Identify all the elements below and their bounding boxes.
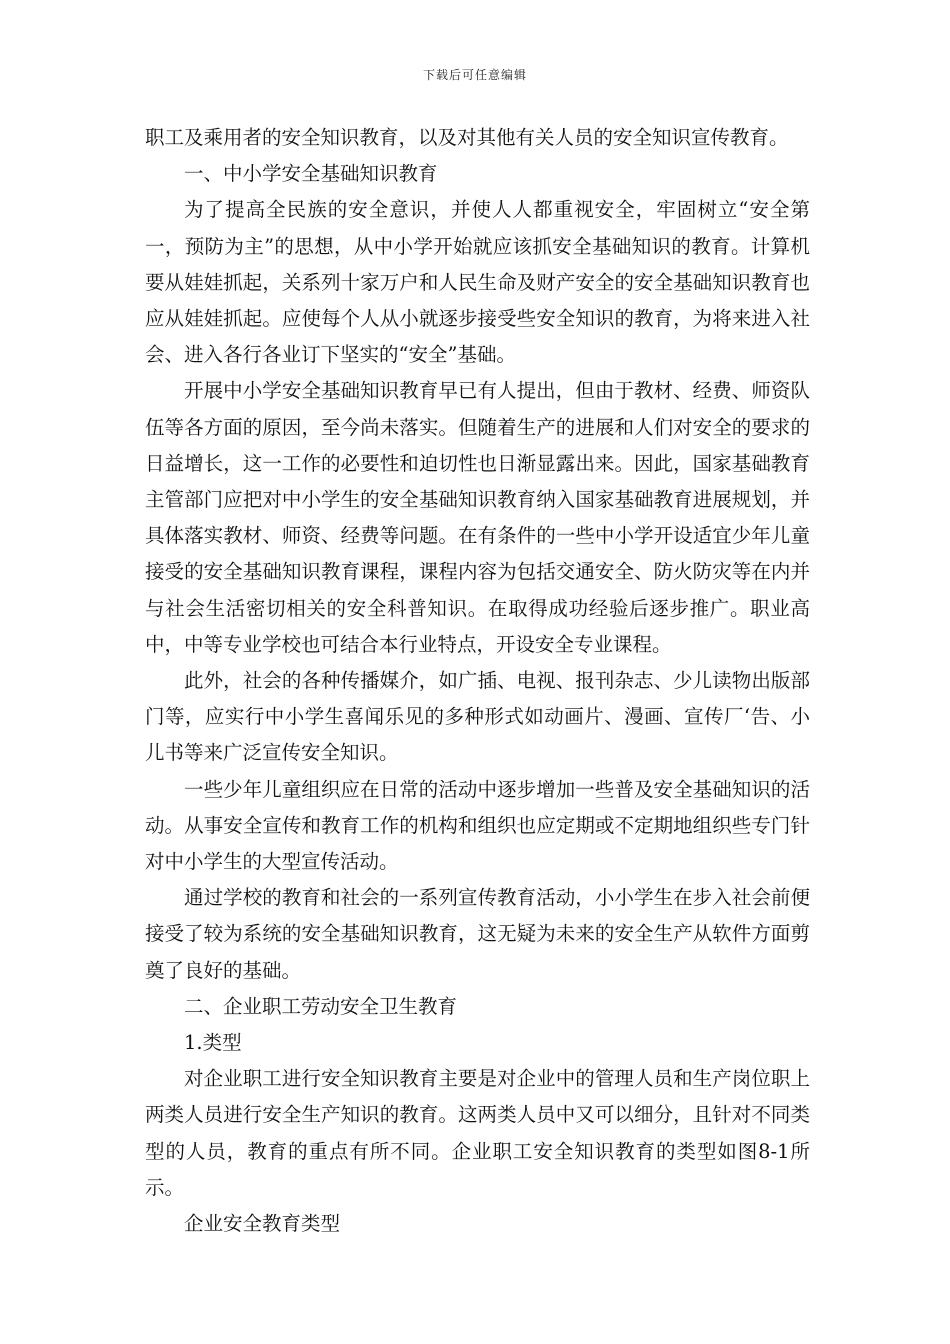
paragraph: 为了提高全民族的安全意识，并使人人都重视安全，牢固树立“安全第一，预防为主”的思想，从中小学开始就应该抓安全基础知识的教育。计算机要从娃娃抓起，关系列十家万户和人民生命及财产安全的安全基础知识教育也应从娃娃抓起。应使每个人从小就逐步接受些安全知识的教育，为将来进入社会、进入各行各业订下坚实的“安全”基础。 <box>145 198 810 367</box>
paragraph: 职工及乘用者的安全知识教育，以及对其他有关人员的安全知识宣传教育。 <box>145 126 789 149</box>
paragraph: 此外，社会的各种传播媒介，如广插、电视、报刊杂志、少儿读物出版部门等，应实行中小学生喜闻乐见的多种形式如动画片、漫画、宣传厂‘告、小儿书等来广泛宣传安全知识。 <box>145 669 810 765</box>
section-heading: 一、中小学安全基础知识教育 <box>184 162 438 186</box>
paragraph: 通过学校的教育和社会的一系列宣传教育活动，小小学生在步入社会前便接受了较为系统的安全基础知识教育，这无疑为未来的安全生产从软件方面剪奠了良好的基础。 <box>145 886 810 982</box>
paragraph: 开展中小学安全基础知识教育早已有人提出，但由于教材、经费、师资队伍等各方面的原因，至今尚未落实。但随着生产的进展和人们对安全的要求的日益增长，这一工作的必要性和迫切性也日渐显露出来。因此，国家基础教育主管部门应把对中小学生的安全基础知识教育纳入国家基础教育进展规划，并具体落实教材、师资、经费等问题。在有条件的一些中小学开设适宜少年儿童接受的安全基础知识教育课程，课程内容为包括交通安全、防火防灾等在内并与社会生活密切相关的安全科普知识。在取得成功经验后逐步推广。职业高中，中等专业学校也可结合本行业特点，开设安全专业课程。 <box>145 379 810 656</box>
figure-caption: 企业安全教育类型 <box>184 1212 341 1236</box>
paragraph: 对企业职工进行安全知识教育主要是对企业中的管理人员和生产岗位职上两类人员进行安全生产知识的教育。这两类人员中又可以细分，且针对不同类型的人员，教育的重点有所不同。企业职工安全知识教育的类型如图8-1所示。 <box>145 1067 810 1199</box>
section-heading: 二、企业职工劳动安全卫生教育 <box>184 994 458 1018</box>
page-header: 下载后可任意编辑 <box>422 68 527 82</box>
paragraph: 一些少年儿童组织应在日常的活动中逐步增加一些普及安全基础知识的活动。从事安全宣传和教育工作的机构和组织也应定期或不定期地组织些专门针对中小学生的大型宣传活动。 <box>145 777 810 874</box>
subsection-heading: 1.类型 <box>184 1031 242 1055</box>
document-body <box>145 120 810 1242</box>
